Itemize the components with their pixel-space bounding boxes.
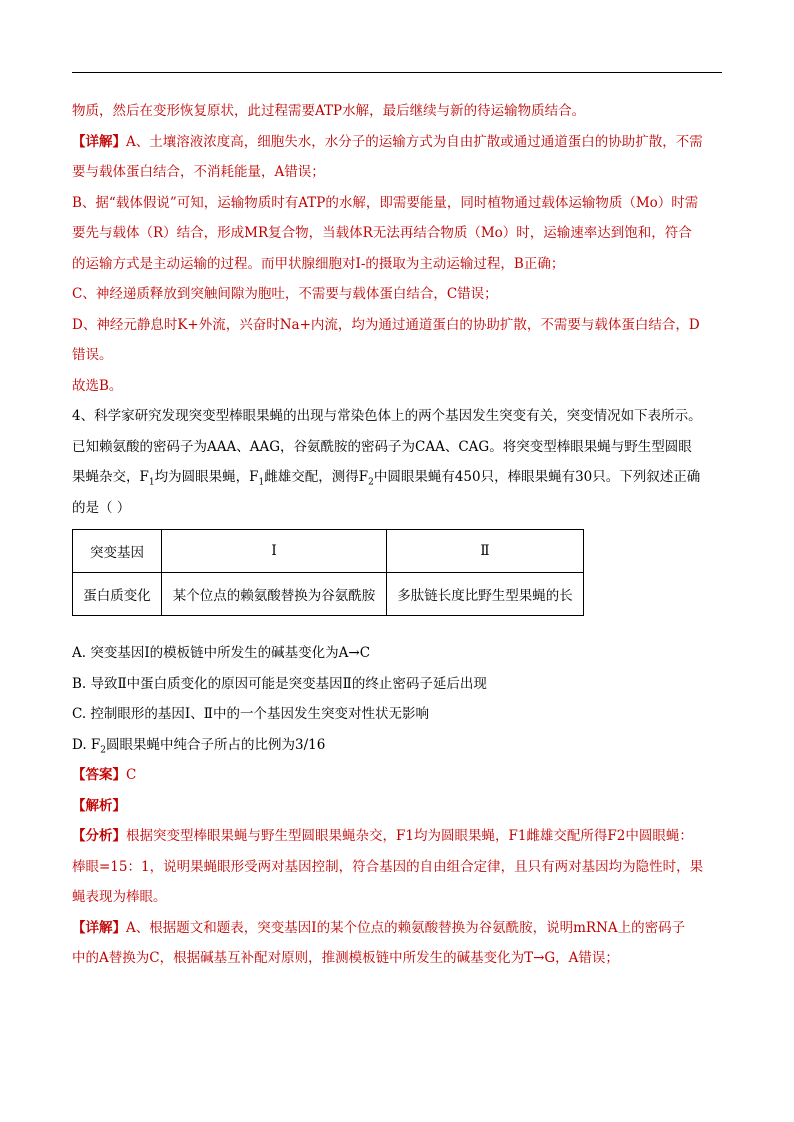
question-4-line-3 (72, 462, 724, 493)
q-text: 均为圆眼果蝇，F (154, 469, 259, 485)
fenxi-line-2: 棒眼=15：1，说明果蝇眼形受两对基因控制，符合基因的自由组合定律，且只有两对基因均为隐性时，果 (72, 858, 704, 875)
q-text: 中圆眼果蝇有450只，棒眼果蝇有30只。下列叙述正确 (373, 469, 701, 485)
analysis-detail-line-1 (72, 913, 724, 944)
analysis-heading (72, 791, 724, 822)
detail-d-line-1: D、神经元静息时K+外流，兴奋时Na+内流，均为通过通道蛋白的协助扩散，不需要与载体蛋白结合，D (72, 316, 700, 333)
subscript: 2 (100, 745, 107, 756)
question-4-line-2: 已知赖氨酸的密码子为AAA、AAG，谷氨酰胺的密码子为CAA、CAG。将突变型棒眼果蝇与野生型圆眼 (72, 438, 692, 455)
table-header-cell: 突变基因 (73, 530, 162, 573)
table-cell: 某个位点的赖氨酸替换为谷氨酰胺 (162, 573, 387, 616)
detail-a-text: A、土壤溶液浓度高，细胞失水，水分子的运输方式为自由扩散或通过通道蛋白的协助扩散，不需 (126, 133, 703, 150)
table-cell: 蛋白质变化 (73, 573, 162, 616)
detail-a-line-2: 要与载体蛋白结合，不消耗能量，A错误； (72, 164, 325, 180)
mutation-table (72, 529, 584, 616)
detail-b-line-3: 的运输方式是主动运输的过程。而甲状腺细胞对I-的摄取为主动运输过程，B正确； (72, 255, 565, 272)
option-d-text: D. F (72, 736, 101, 753)
table-header-row (73, 530, 584, 573)
detail-tag: 【详解】 (72, 919, 126, 936)
question-4-line-4: 的是（ ） (72, 499, 131, 516)
detail-b-line-1: B、据“载体假说”可知，运输物质时有ATP的水解，即需要能量，同时植物通过载体运输物质（Mo）时需 (72, 194, 699, 211)
detail-text: A、根据题文和题表，突变基因Ⅰ的某个位点的赖氨酸替换为谷氨酰胺，说明mRNA上的密码子 (126, 919, 686, 936)
q-text: 果蝇杂交，F (72, 469, 149, 485)
option-c: C. 控制眼形的基因Ⅰ、Ⅱ中的一个基因发生突变对性状无影响 (72, 706, 429, 722)
question-4-line-1: 4、科学家研究发现突变型棒眼果蝇的出现与常染色体上的两个基因发生突变有关，突变情况如下表所示。 (72, 408, 702, 424)
option-a: A. 突变基因Ⅰ的模板链中所发生的碱基变化为A→C (72, 645, 371, 661)
detail-b-line-2: 要先与载体（R）结合，形成MR复合物，当载体R无法再结合物质（Mo）时，运输速率达到饱和，符合 (72, 225, 692, 241)
subscript: 2 (368, 477, 374, 488)
answer-tag: 【答案】 (72, 767, 126, 783)
detail-d-line-2: 错误。 (72, 347, 113, 363)
option-d (72, 730, 724, 761)
answer-value: C (126, 767, 137, 783)
fenxi-line-3: 蝇表现为棒眼。 (72, 889, 167, 905)
table-header-cell: Ⅰ (162, 530, 387, 573)
table-header-cell: Ⅱ (387, 530, 584, 573)
fenxi-text: 根据突变型棒眼果蝇与野生型圆眼果蝇杂交，F1均为圆眼果蝇，F1雌雄交配所得F2中圆眼蝇： (126, 828, 693, 844)
fenxi-line-1 (72, 821, 724, 852)
explanation-line: 物质，然后在变形恢复原状，此过程需要ATP水解，最后继续与新的待运输物质结合。 (72, 103, 586, 119)
table-row (73, 573, 584, 616)
header-rule (72, 72, 722, 73)
analysis-detail-line-2: 中的A替换为C，根据碱基互补配对原则，推测模板链中所发生的碱基变化为T→G，A错误； (72, 950, 619, 966)
page-content (72, 96, 724, 974)
table-cell: 多肽链长度比野生型果蝇的长 (387, 573, 584, 616)
fenxi-tag: 【分析】 (72, 828, 126, 844)
detail-tag: 【详解】 (72, 133, 126, 150)
option-d-text: 圆眼果蝇中纯合子所占的比例为3/16 (106, 736, 326, 753)
option-b: B. 导致Ⅱ中蛋白质变化的原因可能是突变基因Ⅱ的终止密码子延后出现 (72, 675, 487, 692)
answer-line (72, 760, 724, 791)
choose-line: 故选B。 (72, 377, 123, 394)
subscript: 1 (148, 477, 155, 488)
detail-a-line-1 (72, 127, 724, 158)
detail-c-line: C、神经递质释放到突触间隙为胞吐，不需要与载体蛋白结合，C错误； (72, 286, 498, 302)
analysis-tag: 【解析】 (72, 797, 126, 814)
subscript: 1 (258, 477, 265, 488)
q-text: 雌雄交配，测得F (264, 469, 369, 485)
